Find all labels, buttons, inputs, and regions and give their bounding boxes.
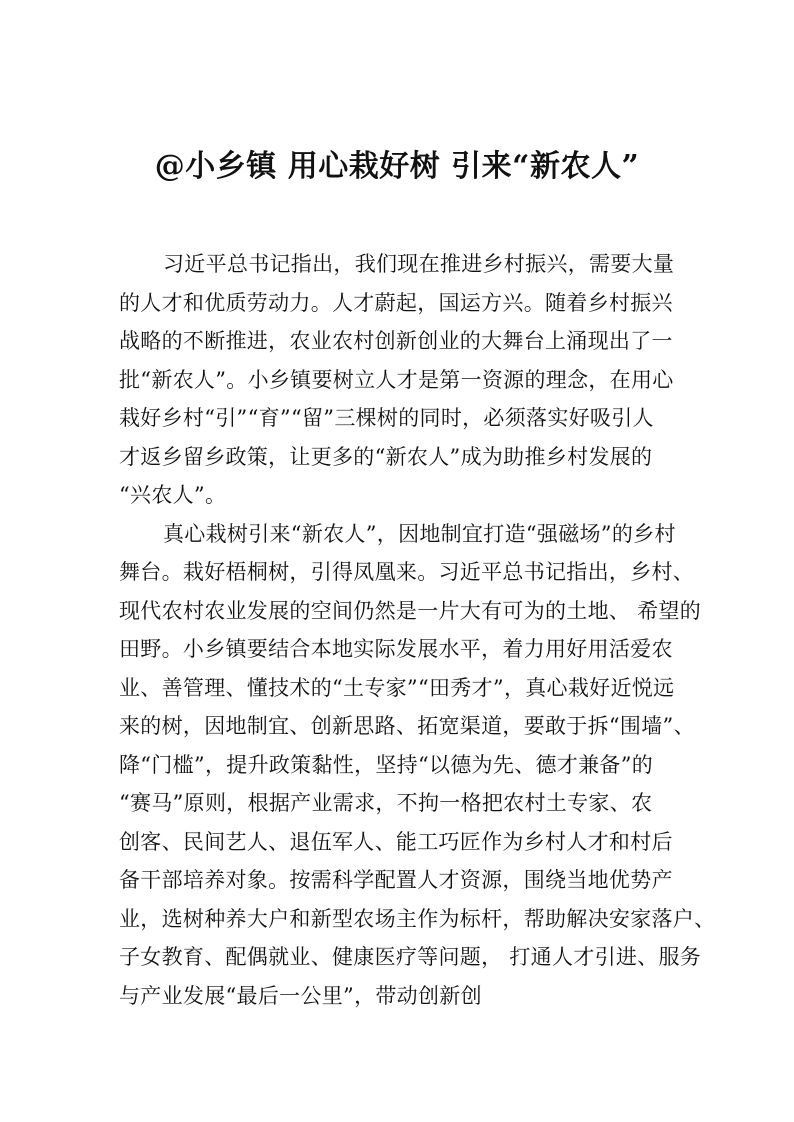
paragraph-1-line-7: “兴农人”。: [119, 483, 227, 507]
paragraph-2-line-4: 田野。小乡镇要结合本地实际发展水平，着力用好用活爱农: [119, 637, 673, 661]
paragraph-1-line-6: 才返乡留乡政策，让更多的“新农人”成为助推乡村发展的: [119, 444, 653, 469]
paragraph-2-line-13: 与产业发展“最后一公里”，带动创新创: [119, 983, 482, 1008]
paragraph-2-line-3: 现代农村农业发展的空间仍然是一片大有可为的土地、 希望的: [119, 598, 702, 623]
paragraph-2-line-12: 子女教育、配偶就业、健康医疗等问题， 打通人才引进、服务: [119, 945, 702, 969]
paragraph-2-line-1: 真心栽树引来“新农人”，因地制宜打造“强磁场”的乡村: [163, 521, 676, 546]
paragraph-2-line-11: 业，选树种养大户和新型农场主作为标杆，帮助解决安家落户、: [119, 906, 716, 931]
paragraph-1-line-3: 战略的不断推进，农业农村创新创业的大舞台上涌现出了一: [119, 329, 673, 353]
paragraph-1-line-5: 栽好乡村“引”“育”“留”三棵树的同时，必须落实好吸引人: [119, 406, 654, 430]
paragraph-2-line-9: 创客、民间艺人、退伍军人、能工巧匠作为乡村人才和村后: [119, 829, 673, 854]
paragraph-2-line-10: 备干部培养对象。按需科学配置人才资源，围绕当地优势产: [119, 868, 673, 892]
paragraph-1-line-1: 习近平总书记指出，我们现在推进乡村振兴，需要大量: [163, 252, 675, 276]
paragraph-1-line-4: 批“新农人”。小乡镇要树立人才是第一资源的理念，在用心: [119, 367, 674, 392]
paragraph-2-line-6: 来的树，因地制宜、创新思路、拓宽渠道，要敢于拆“围墙”、: [119, 714, 695, 738]
document-body: [119, 245, 716, 1015]
paragraph-2-line-7: 降“门槛”，提升政策黏性，坚持“以德为先、德才兼备”的: [119, 752, 654, 777]
paragraph-2-line-5: 业、善管理、懂技术的“土专家”“田秀才”，真心栽好近悦远: [119, 675, 675, 700]
paragraph-2-line-8: “赛马”原则，根据产业需求，不拘一格把农村土专家、农: [119, 791, 653, 815]
paragraph-2-line-2: 舞台。栽好梧桐树，引得凤凰来。习近平总书记指出，乡村、: [119, 560, 695, 584]
document-title: @小乡镇 用心栽好树 引来“新农人”: [154, 149, 640, 184]
paragraph-1-line-2: 的人才和优质劳动力。人才蔚起，国运方兴。随着乡村振兴: [119, 290, 673, 315]
